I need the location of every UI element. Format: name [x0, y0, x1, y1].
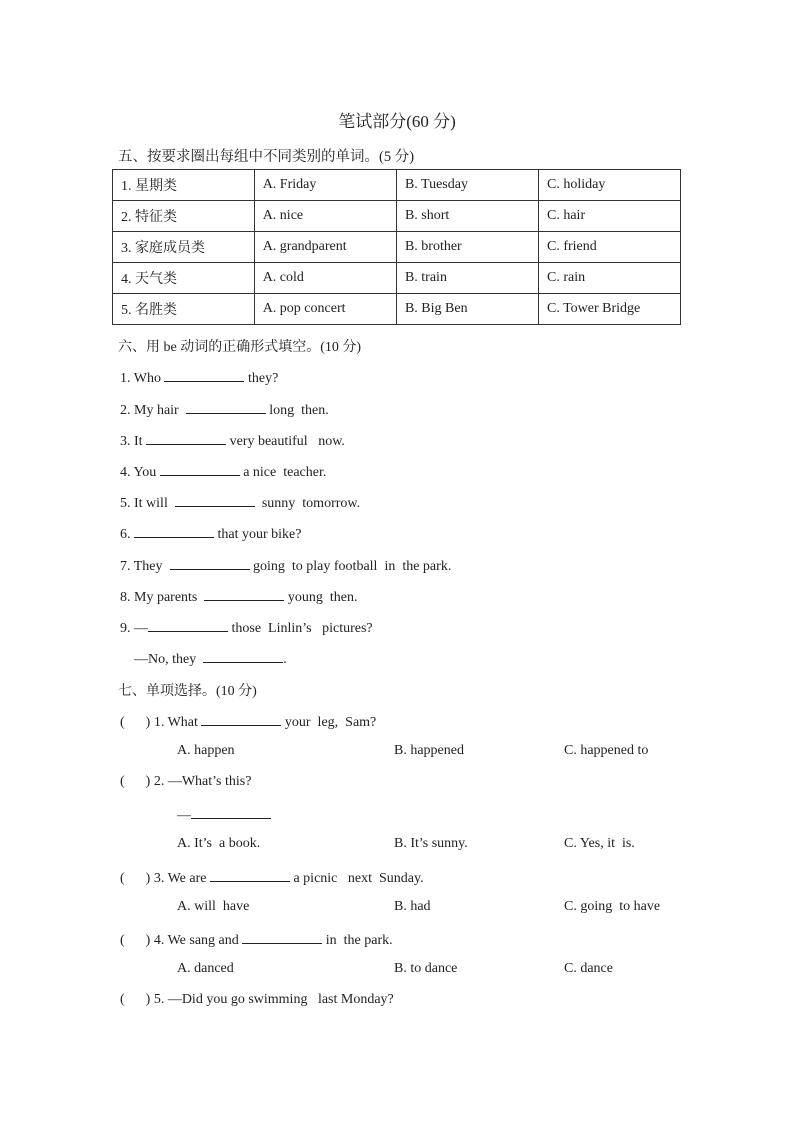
section6-heading: 六、用 be 动词的正确形式填空。(10 分) [118, 340, 362, 355]
table-row [113, 201, 681, 232]
item-text: going to play football in the park. [249, 559, 452, 574]
item-text: 1. Who [120, 371, 165, 386]
table-row [113, 263, 681, 294]
item-text: 7. They [120, 559, 170, 574]
option-a[interactable]: A. It’s a book. [177, 836, 261, 851]
item-text: sunny tomorrow. [254, 496, 361, 511]
item-text: ( ) 1. What [120, 715, 202, 730]
item-text: they? [244, 371, 279, 386]
item-text: ( ) 3. We are [120, 871, 210, 886]
table-cell: B. Big Ben [396, 294, 538, 325]
item-text: 5. It will [120, 496, 175, 511]
option-b[interactable]: B. It’s sunny. [394, 836, 468, 851]
item-text: —No, they [120, 652, 204, 667]
table-cell: A. cold [254, 263, 396, 294]
option-b[interactable]: B. to dance [394, 961, 458, 976]
item-text: 6. [120, 527, 134, 542]
table-cell: 4. 天气类 [113, 263, 255, 294]
section7-heading: 七、单项选择。(10 分) [118, 684, 257, 699]
answer-blank[interactable] [210, 868, 290, 882]
option-a[interactable]: A. danced [177, 961, 234, 976]
fill-item [120, 400, 329, 419]
item-text: 9. — [120, 621, 148, 636]
answer-blank[interactable] [164, 368, 244, 382]
answer-blank[interactable] [160, 462, 240, 476]
table-row [113, 170, 681, 201]
table-cell: A. Friday [254, 170, 396, 201]
table-cell: C. friend [539, 232, 681, 263]
item-text: . [283, 652, 287, 667]
page-title: 笔试部分(60 分) [338, 112, 456, 131]
fill-item [120, 649, 287, 668]
fill-item [120, 462, 326, 481]
item-text: that your bike? [214, 527, 302, 542]
answer-blank[interactable] [146, 431, 226, 445]
question-stem [120, 992, 394, 1008]
table-cell: C. hair [539, 201, 681, 232]
item-text: ( ) 4. We sang and [120, 933, 243, 948]
option-b[interactable]: B. happened [394, 743, 464, 758]
table-cell: C. rain [539, 263, 681, 294]
table-cell: C. holiday [539, 170, 681, 201]
answer-blank[interactable] [203, 649, 283, 663]
item-text: ( ) 5. —Did you go swimming last Monday? [120, 992, 394, 1007]
answer-blank[interactable] [170, 556, 250, 570]
option-c[interactable]: C. dance [564, 961, 613, 976]
question-stem [120, 930, 393, 949]
table-cell: 2. 特征类 [113, 201, 255, 232]
table-cell: C. Tower Bridge [539, 294, 681, 325]
sub-answer-line [177, 805, 271, 824]
option-c[interactable]: C. Yes, it is. [564, 836, 635, 851]
answer-blank[interactable] [134, 524, 214, 538]
table-cell: A. pop concert [254, 294, 396, 325]
fill-item [120, 618, 373, 637]
answer-blank[interactable] [148, 618, 228, 632]
fill-item [120, 431, 345, 450]
item-text: in the park. [322, 933, 393, 948]
fill-item [120, 493, 360, 512]
section5-heading: 五、按要求圈出每组中不同类别的单词。(5 分) [118, 149, 415, 165]
item-text: 8. My parents [120, 590, 205, 605]
fill-item [120, 524, 301, 543]
answer-blank[interactable] [242, 930, 322, 944]
answer-blank[interactable] [201, 712, 281, 726]
fill-item [120, 368, 278, 387]
option-a[interactable]: A. will have [177, 899, 250, 914]
table-cell: B. Tuesday [396, 170, 538, 201]
table-cell: B. train [396, 263, 538, 294]
item-text: a nice teacher. [239, 465, 327, 480]
question-stem [120, 774, 251, 790]
table-cell: A. nice [254, 201, 396, 232]
answer-blank[interactable] [191, 805, 271, 819]
item-text: ( ) 2. —What’s this? [120, 774, 252, 789]
question-stem [120, 868, 424, 887]
option-c[interactable]: C. happened to [564, 743, 649, 758]
option-a[interactable]: A. happen [177, 743, 235, 758]
table-cell: B. brother [396, 232, 538, 263]
table-cell: 1. 星期类 [113, 170, 255, 201]
table-cell: A. grandparent [254, 232, 396, 263]
option-c[interactable]: C. going to have [564, 899, 661, 914]
table-cell: 5. 名胜类 [113, 294, 255, 325]
item-text: 3. It [120, 434, 147, 449]
answer-blank[interactable] [175, 493, 255, 507]
option-b[interactable]: B. had [394, 899, 431, 914]
answer-blank[interactable] [186, 400, 266, 414]
table-row [113, 232, 681, 263]
item-text: long then. [265, 403, 329, 418]
item-text: those Linlin’s pictures? [228, 621, 373, 636]
item-text: 4. You [120, 465, 160, 480]
table-cell: 3. 家庭成员类 [113, 232, 255, 263]
item-text: a picnic next Sunday. [289, 871, 424, 886]
table-cell: B. short [396, 201, 538, 232]
answer-blank[interactable] [204, 587, 284, 601]
fill-item [120, 587, 358, 606]
fill-item [120, 556, 451, 575]
item-text: your leg, Sam? [281, 715, 377, 730]
table-row [113, 294, 681, 325]
item-text: young then. [284, 590, 358, 605]
item-text: — [177, 808, 191, 823]
item-text: 2. My hair [120, 403, 186, 418]
item-text: very beautiful now. [226, 434, 345, 449]
question-stem [120, 712, 376, 731]
vocab-table [112, 169, 681, 325]
